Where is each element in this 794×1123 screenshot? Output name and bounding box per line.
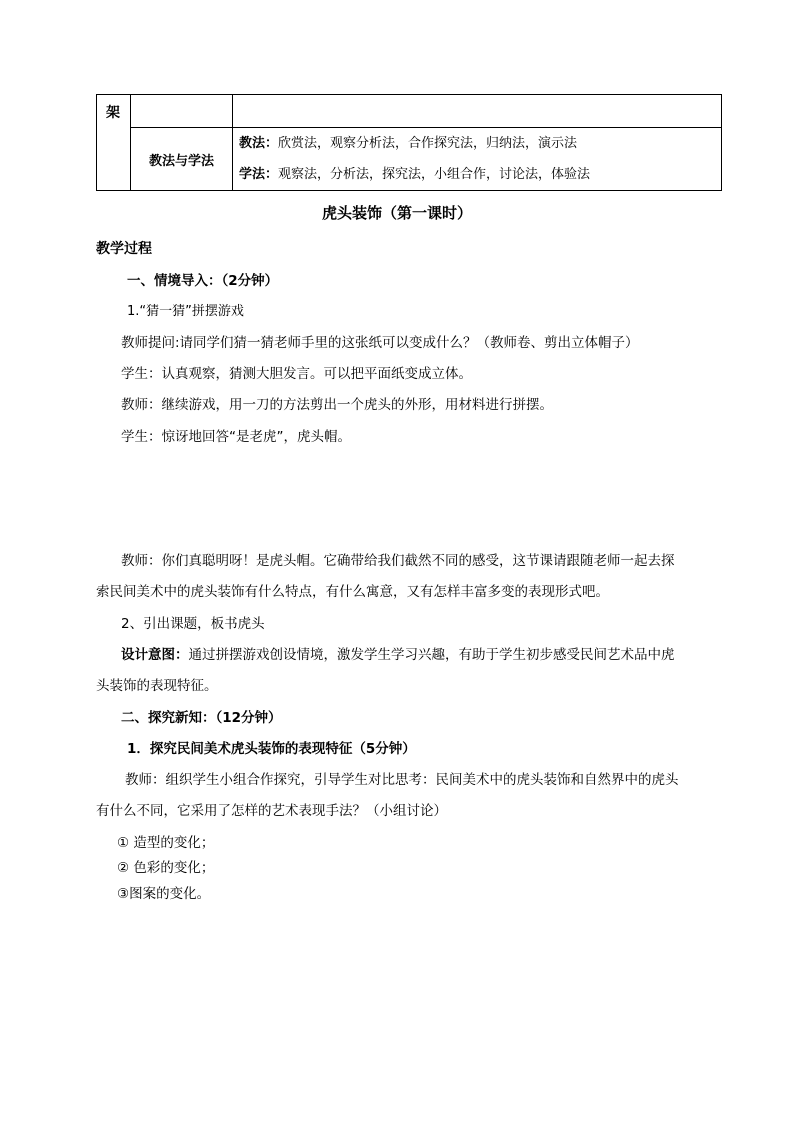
design-intent-line: 设计意图：通过拼摆游戏创设情境，激发学生学习兴趣，有助于学生初步感受民间艺术品中虎 (121, 647, 675, 663)
section1-item2: 2、引出课题，板书虎头 (121, 616, 265, 632)
section2-paragraph-line: 教师：组织学生小组合作探究，引导学生对比思考：民间美术中的虎头装饰和自然界中的虎头 (125, 772, 679, 788)
section2-subheading: 1．探究民间美术虎头装饰的表现特征（5分钟） (127, 741, 416, 757)
table-row-label-cell (97, 95, 131, 191)
lesson-info-table (96, 94, 722, 191)
section1-item1: 1.“猜一猜”拼摆游戏 (127, 304, 244, 319)
methods-content-cell (233, 128, 722, 191)
row-label: 架 (106, 105, 120, 121)
empty-label-cell (131, 95, 233, 128)
lesson-title: 虎头装饰（第一课时） (321, 204, 472, 222)
methods-label: 教法与学法 (148, 153, 214, 169)
process-heading: 教学过程 (96, 241, 152, 257)
methods-label-cell (131, 128, 233, 191)
section1-paragraph: 学生：惊讶地回答“是老虎”，虎头帽。 (121, 429, 351, 445)
section1-paragraph: 学生：认真观察，猜测大胆发言。可以把平面纸变成立体。 (121, 366, 472, 382)
learning-methods: 学法：观察法，分析法，探究法，小组合作，讨论法，体验法 (239, 167, 591, 182)
empty-content-cell (233, 95, 722, 128)
list-item: ① 造型的变化； (117, 835, 215, 851)
list-item: ② 色彩的变化； (117, 860, 215, 876)
design-intent-line: 头装饰的表现特征。 (96, 678, 218, 694)
teacher-paragraph-line: 索民间美术中的虎头装饰有什么特点，有什么寓意，又有怎样丰富多变的表现形式吧。 (96, 584, 609, 600)
teaching-methods: 教法：欣赏法，观察分析法，合作探究法，归纳法，演示法 (239, 136, 578, 151)
list-item: ③图案的变化。 (117, 886, 211, 902)
teacher-paragraph-line: 教师：你们真聪明呀！是虎头帽。它确带给我们截然不同的感受，这节课请跟随老师一起去探 (121, 553, 675, 569)
section1-paragraph: 教师：继续游戏，用一刀的方法剪出一个虎头的外形，用材料进行拼摆。 (121, 397, 553, 413)
section2-heading: 二、探究新知：（12分钟） (121, 710, 282, 726)
section2-paragraph-line: 有什么不同，它采用了怎样的艺术表现手法？（小组讨论） (96, 803, 447, 819)
section1-paragraph: 教师提问:请同学们猜一猜老师手里的这张纸可以变成什么？（教师卷、剪出立体帽子） (121, 335, 639, 351)
section1-heading: 一、情境导入：（2分钟） (127, 273, 279, 289)
